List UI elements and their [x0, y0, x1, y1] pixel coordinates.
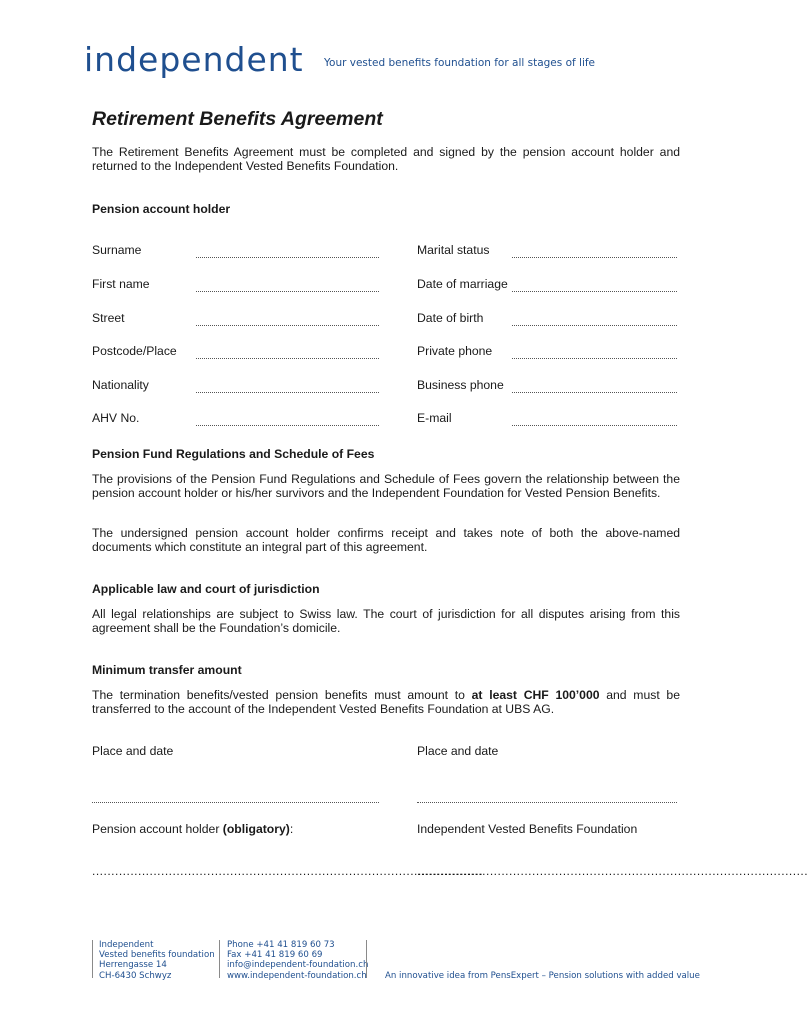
law-para: All legal relationships are subject to Swiss law. The court of jurisdiction for all disputes arising from this agreement shall be the Foundation’s domicile. [92, 607, 680, 635]
law-heading: Applicable law and court of jurisdiction [92, 582, 320, 596]
place-date-left-line[interactable] [92, 802, 379, 803]
holder-signature-line[interactable]: ...................................................................................................... [92, 864, 484, 878]
footer-website-link[interactable]: www.independent-foundation.ch [227, 970, 367, 981]
regulations-para-2: The undersigned pension account holder confirms receipt and takes note of both the above-named documents which constitute an integral part of this agreement. [92, 526, 680, 554]
holder-signature-colon: : [289, 822, 294, 836]
email-label: E-mail [417, 411, 452, 425]
street-input[interactable] [196, 325, 379, 326]
business-phone-input[interactable] [512, 392, 677, 393]
surname-label: Surname [92, 243, 142, 257]
footer-address-line: CH-6430 Schwyz [99, 970, 172, 981]
surname-input[interactable] [196, 257, 379, 258]
first-name-label: First name [92, 277, 150, 291]
date-of-birth-label: Date of birth [417, 311, 484, 325]
footer-contact [227, 940, 368, 981]
footer-address-line: Vested benefits foundation [99, 950, 215, 961]
postcode-place-input[interactable] [196, 358, 379, 359]
place-date-left-label: Place and date [92, 744, 174, 758]
street-label: Street [92, 311, 125, 325]
holder-signature-text: Pension account holder [92, 822, 223, 836]
place-date-right-line[interactable] [417, 802, 677, 803]
place-date-right-label: Place and date [417, 744, 499, 758]
nationality-input[interactable] [196, 392, 379, 393]
holder-signature-label [92, 822, 293, 836]
marital-status-input[interactable] [512, 257, 677, 258]
email-input[interactable] [512, 425, 677, 426]
holder-heading: Pension account holder [92, 202, 231, 216]
obligatory-text: (obligatory) [222, 822, 290, 836]
footer-address-line: Independent [99, 940, 154, 950]
ahv-label: AHV No. [92, 411, 140, 425]
private-phone-label: Private phone [417, 344, 493, 358]
first-name-input[interactable] [196, 291, 379, 292]
regulations-para-1: The provisions of the Pension Fund Regulations and Schedule of Fees govern the relationship between the pension account holder or his/her survivors and the Independent Foundation for Vested Pension Benefits. [92, 472, 680, 500]
minimum-heading: Minimum transfer amount [92, 663, 242, 677]
date-of-marriage-label: Date of marriage [417, 277, 508, 291]
marital-status-label: Marital status [417, 243, 490, 257]
page-title: Retirement Benefits Agreement [92, 108, 383, 130]
footer-address [99, 940, 215, 981]
footer-email-link[interactable]: info@independent-foundation.ch [227, 960, 369, 971]
footer-address-line: Herrengasse 14 [99, 960, 167, 971]
tagline: Your vested benefits foundation for all stages of life [324, 57, 596, 69]
foundation-signature-line[interactable]: ...................................................................................................... [417, 864, 808, 878]
private-phone-input[interactable] [512, 358, 677, 359]
regulations-heading: Pension Fund Regulations and Schedule of Fees [92, 447, 375, 461]
footer-fax: Fax +41 41 819 60 69 [227, 950, 323, 961]
footer-divider-2 [219, 940, 220, 978]
nationality-label: Nationality [92, 378, 149, 392]
business-phone-label: Business phone [417, 378, 504, 392]
minimum-amount: at least CHF 100’000 [471, 688, 600, 702]
logo: independent [84, 40, 304, 79]
letterhead [84, 40, 704, 80]
footer-tagline: An innovative idea from PensExpert – Pension solutions with added value [385, 971, 700, 981]
date-of-birth-input[interactable] [512, 325, 677, 326]
foundation-signature-label: Independent Vested Benefits Foundation [417, 822, 638, 836]
ahv-input[interactable] [196, 425, 379, 426]
footer-phone: Phone +41 41 819 60 73 [227, 940, 335, 950]
minimum-text-2: and must be transferred to the account of the Independent Vested Benefits Foundation at UBS AG. [92, 688, 680, 716]
postcode-place-label: Postcode/Place [92, 344, 177, 358]
footer-divider-3 [366, 940, 367, 978]
footer-divider-1 [92, 940, 93, 978]
minimum-para [92, 689, 680, 716]
date-of-marriage-input[interactable] [512, 291, 677, 292]
intro-text: The Retirement Benefits Agreement must be completed and signed by the pension account holder and returned to the Independent Vested Benefits Foundation. [92, 145, 680, 173]
minimum-text-1: The termination benefits/vested pension benefits must amount to [92, 688, 472, 702]
